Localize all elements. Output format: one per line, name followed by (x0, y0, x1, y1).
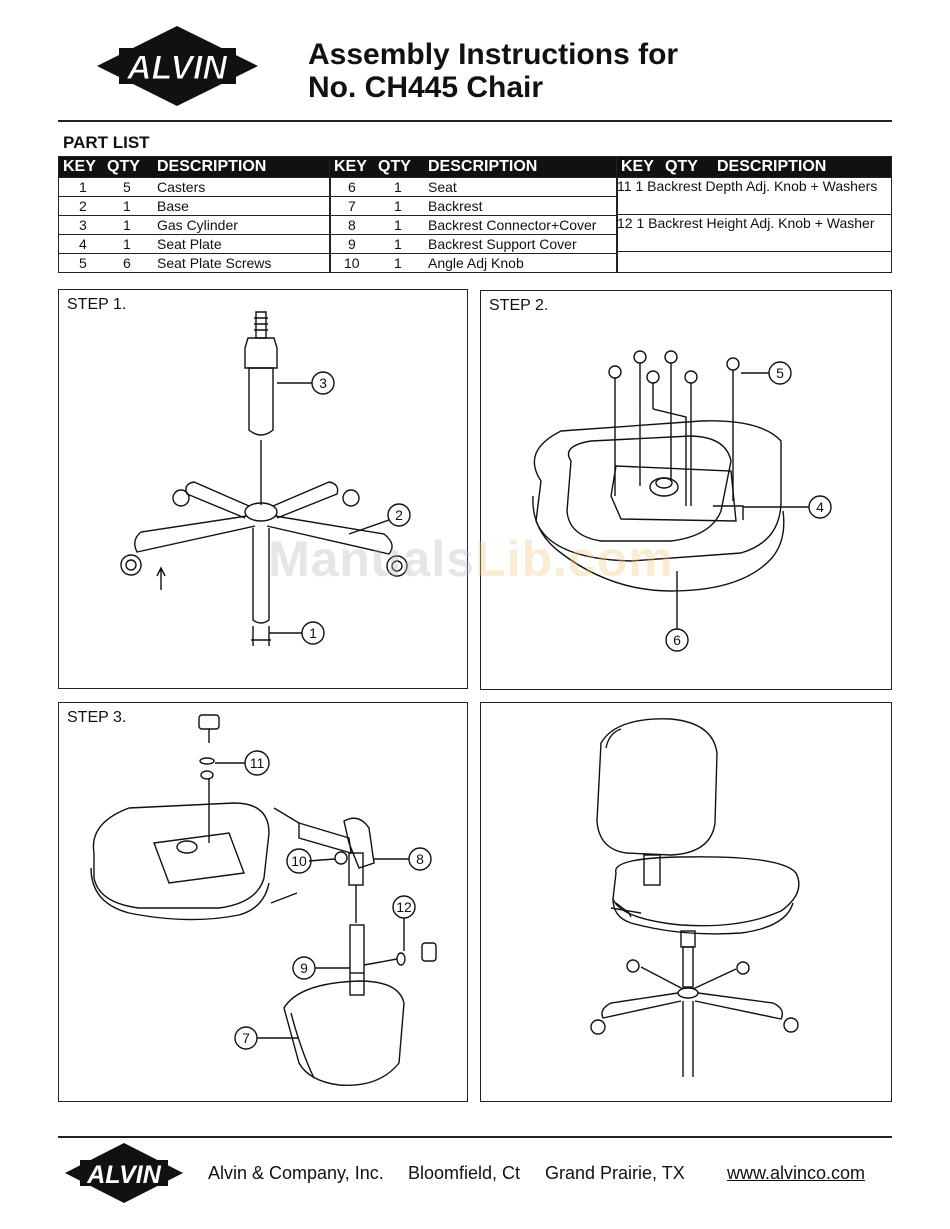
header-key: KEY (63, 158, 96, 175)
step-2-panel (480, 290, 892, 690)
part-description-line-2: Knob + Washer (778, 215, 875, 231)
step-1-label: STEP 1. (67, 296, 127, 313)
part-key: 9 (348, 236, 356, 252)
table-header (330, 157, 617, 177)
logo-text: ALVIN (126, 49, 228, 87)
svg-text:9: 9 (300, 960, 308, 976)
footer-city-1: Bloomfield, Ct (408, 1163, 521, 1183)
table-row (59, 177, 330, 196)
part-qty: 1 (635, 178, 644, 194)
header-qty: QTY (107, 158, 140, 175)
page-title (308, 38, 678, 104)
svg-text:10: 10 (291, 853, 307, 869)
part-description: Casters (157, 179, 206, 195)
title-line-2: No. CH445 Chair (308, 71, 544, 104)
step-1-panel (58, 289, 468, 689)
chair-backrest (597, 719, 717, 885)
seat-underside (533, 421, 784, 591)
chair-casters (591, 960, 798, 1077)
callout-10 (287, 849, 321, 873)
table-row (617, 177, 891, 214)
watermark-part-2: Lib (475, 531, 554, 587)
chair-base (135, 482, 392, 623)
svg-text:5: 5 (776, 365, 784, 381)
svg-text:3: 3 (319, 375, 327, 391)
alvin-logo (95, 24, 260, 108)
table-row (330, 234, 617, 253)
header-description: DESCRIPTION (157, 158, 267, 175)
part-description-line-1: Backrest Height Adj. (648, 215, 775, 231)
backrest-support-cover (350, 925, 364, 995)
table-row (330, 196, 617, 215)
footer-city-2: Grand Prairie, TX (545, 1163, 685, 1183)
finished-chair-illustration (481, 703, 891, 1101)
part-key: 3 (79, 217, 87, 233)
part-description: Seat Plate (157, 236, 222, 252)
title-line-1: Assembly Instructions for (308, 38, 679, 71)
part-qty: 1 (636, 215, 645, 231)
seat-underside (91, 803, 269, 920)
table-row (59, 196, 330, 215)
callout-11 (215, 751, 269, 775)
svg-text:8: 8 (416, 851, 424, 867)
step-2-illustration (481, 291, 891, 689)
part-description: Angle Adj Knob (428, 255, 524, 271)
part-description: Seat (428, 179, 457, 195)
part-description: Seat Plate Screws (157, 255, 272, 271)
part-qty: 1 (394, 179, 402, 195)
part-qty: 1 (123, 217, 131, 233)
header-divider (58, 120, 892, 122)
header-description: DESCRIPTION (428, 158, 538, 175)
header-description: DESCRIPTION (717, 158, 827, 175)
part-key: 6 (348, 179, 356, 195)
svg-text:12: 12 (396, 899, 412, 915)
part-qty: 1 (394, 236, 402, 252)
part-description-line-2: Knob + Washers (773, 178, 878, 194)
header-qty: QTY (378, 158, 411, 175)
part-qty: 6 (123, 255, 131, 271)
part-key: 10 (344, 255, 360, 271)
part-qty: 1 (123, 236, 131, 252)
parts-table-col-3 (616, 156, 892, 273)
table-row (59, 215, 330, 234)
table-row (59, 234, 330, 253)
part-key: 11 (617, 178, 632, 194)
watermark-part-3: .com (553, 531, 674, 587)
part-qty: 1 (394, 217, 402, 233)
footer-company: Alvin & Company, Inc. (208, 1163, 384, 1183)
table-row (330, 177, 617, 196)
svg-text:1: 1 (309, 625, 317, 641)
callout-1 (269, 622, 324, 644)
part-key: 12 (617, 215, 633, 231)
table-row (330, 215, 617, 234)
part-description-line-1: Backrest Depth Adj. (647, 178, 771, 194)
angle-adjust-knob (321, 852, 347, 864)
callout-12 (393, 896, 415, 951)
part-description: Gas Cylinder (157, 217, 238, 233)
alvin-footer-logo (64, 1142, 184, 1204)
table-row (617, 214, 891, 251)
footer-logo-text: ALVIN (87, 1161, 161, 1189)
part-list-heading: PART LIST (63, 133, 150, 152)
step-3-panel (58, 702, 468, 1102)
callout-5 (741, 362, 791, 384)
part-description: Backrest Connector+Cover (428, 217, 597, 233)
svg-text:11: 11 (249, 755, 265, 771)
parts-table-col-1 (58, 156, 331, 273)
seat-plate (611, 466, 743, 521)
backrest (284, 981, 404, 1085)
step-3-illustration (59, 703, 467, 1101)
part-description: Backrest Support Cover (428, 236, 577, 252)
part-qty: 5 (123, 179, 131, 195)
svg-text:4: 4 (816, 499, 824, 515)
callout-6 (666, 571, 688, 651)
part-key: 2 (79, 198, 87, 214)
callout-8 (374, 848, 431, 870)
step-3-label: STEP 3. (67, 709, 127, 726)
chair-base (602, 967, 782, 1065)
watermark-part-1: Manuals (268, 531, 476, 587)
seat-plate-screws (609, 351, 739, 506)
backrest-connector (299, 818, 374, 923)
finished-chair-panel (480, 702, 892, 1102)
svg-text:7: 7 (242, 1030, 250, 1046)
step-2-label: STEP 2. (489, 297, 549, 314)
part-key: 5 (79, 255, 87, 271)
table-row (330, 253, 617, 272)
part-description: Backrest (428, 198, 483, 214)
svg-text:6: 6 (673, 632, 681, 648)
depth-adjust-knob (199, 715, 219, 779)
part-key: 4 (79, 236, 87, 252)
step-1-illustration (59, 290, 467, 688)
part-description: Base (157, 198, 189, 214)
table-row (59, 253, 330, 272)
chair-seat (613, 857, 799, 934)
table-header (59, 157, 330, 177)
header-qty: QTY (665, 158, 698, 175)
gas-cylinder (245, 312, 277, 435)
callout-9 (293, 957, 350, 979)
header-key: KEY (621, 158, 654, 175)
part-key: 7 (348, 198, 356, 214)
table-row-empty (617, 251, 891, 271)
height-adjust-knob (364, 943, 436, 965)
part-qty: 1 (394, 255, 402, 271)
table-header (617, 157, 891, 177)
svg-text:2: 2 (395, 507, 403, 523)
part-qty: 1 (394, 198, 402, 214)
part-key: 8 (348, 217, 356, 233)
part-key: 1 (79, 179, 87, 195)
callout-3 (277, 372, 334, 394)
footer-website[interactable]: www.alvinco.com (727, 1163, 866, 1183)
parts-table-col-2 (329, 156, 618, 273)
footer-divider (58, 1136, 892, 1138)
part-qty: 1 (123, 198, 131, 214)
header-key: KEY (334, 158, 367, 175)
callout-4 (743, 496, 831, 518)
